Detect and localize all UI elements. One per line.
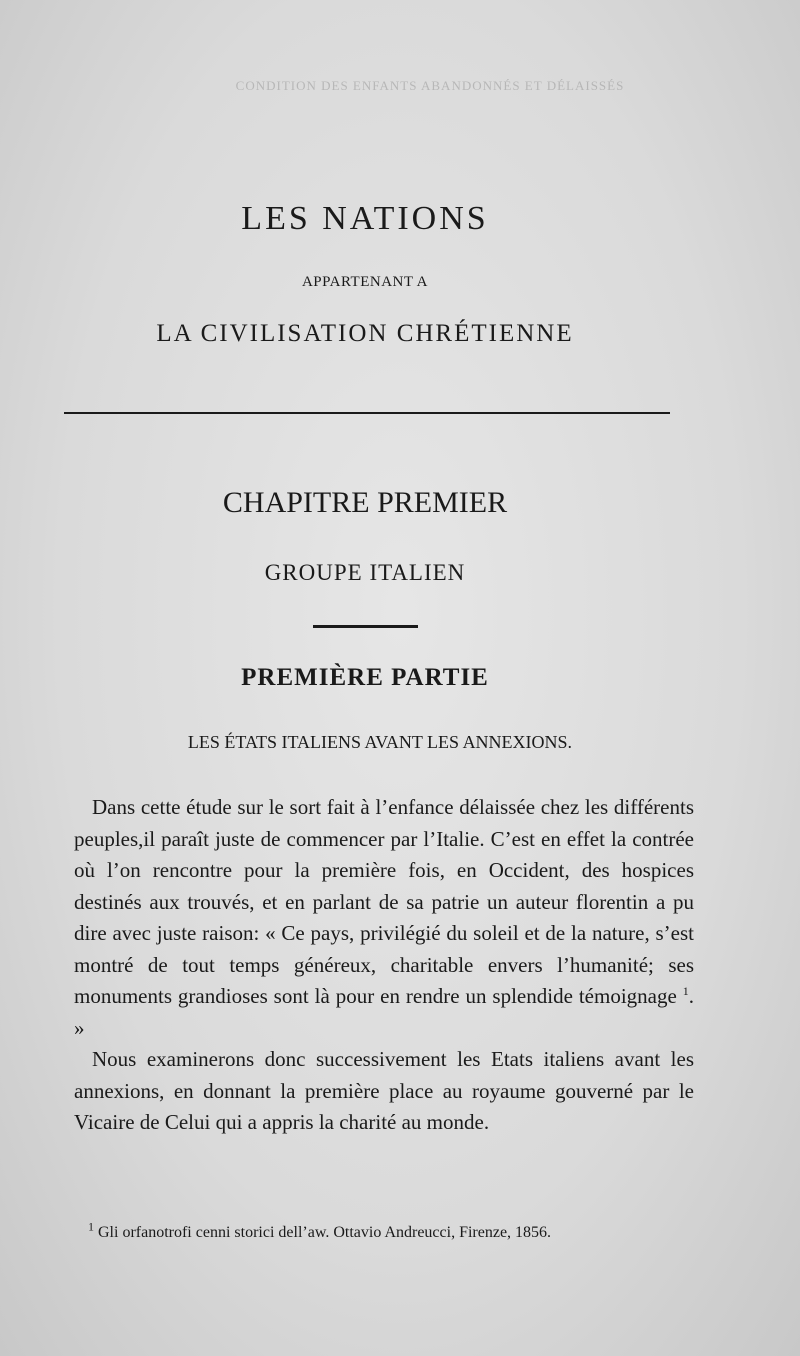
main-title: LES NATIONS — [241, 200, 489, 237]
section-title: LES ÉTATS ITALIENS AVANT LES ANNEXIONS. — [187, 732, 573, 752]
paragraph-text: Dans cette étude sur le sort fait à l’enfance délaissée chez les différents peuples,il paraît juste de commencer par l’Italie. C’est en effet la contrée où l’on rencontre pour la première fois, en Occident, des hospices destinés aux trouvés, et en parlant de sa patrie un auteur florentin a pu dire avec juste raison: « Ce pays, privilégié du soleil et de la nature, s’est montré de tout temps généreux, charitable envers l’humanité; ses monuments grandioses sont là pour en rendre un splendide témoignage — [74, 795, 694, 1008]
horizontal-rule — [64, 412, 670, 414]
paragraph-text-end: . » — [74, 984, 694, 1040]
footnote-text: Gli orfanotrofi cenni storici dell’aw. Ottavio Andreucci, Firenze, 1856. — [94, 1224, 552, 1241]
group-title: GROUPE ITALIEN — [264, 560, 466, 585]
short-rule — [313, 625, 418, 628]
paragraph — [74, 792, 694, 1044]
civilisation-title: LA CIVILISATION CHRÉTIENNE — [156, 320, 574, 347]
footnote-label: 1 — [88, 1219, 94, 1234]
part-title: PREMIÈRE PARTIE — [241, 664, 489, 691]
footnote — [74, 1221, 694, 1245]
running-header: CONDITION DES ENFANTS ABANDONNÉS ET DÉLAISSÉS — [235, 78, 625, 93]
paragraph: Nous examinerons donc successivement les Etats italiens avant les annexions, en donnant la première place au royaume gouverné par le Vicaire de Celui qui a appris la charité au monde. — [74, 1047, 694, 1134]
footnote-reference[interactable]: 1 — [682, 984, 689, 998]
subtitle: APPARTENANT A — [301, 274, 429, 290]
chapter-title: CHAPITRE PREMIER — [222, 486, 508, 519]
body-text — [74, 792, 694, 1139]
